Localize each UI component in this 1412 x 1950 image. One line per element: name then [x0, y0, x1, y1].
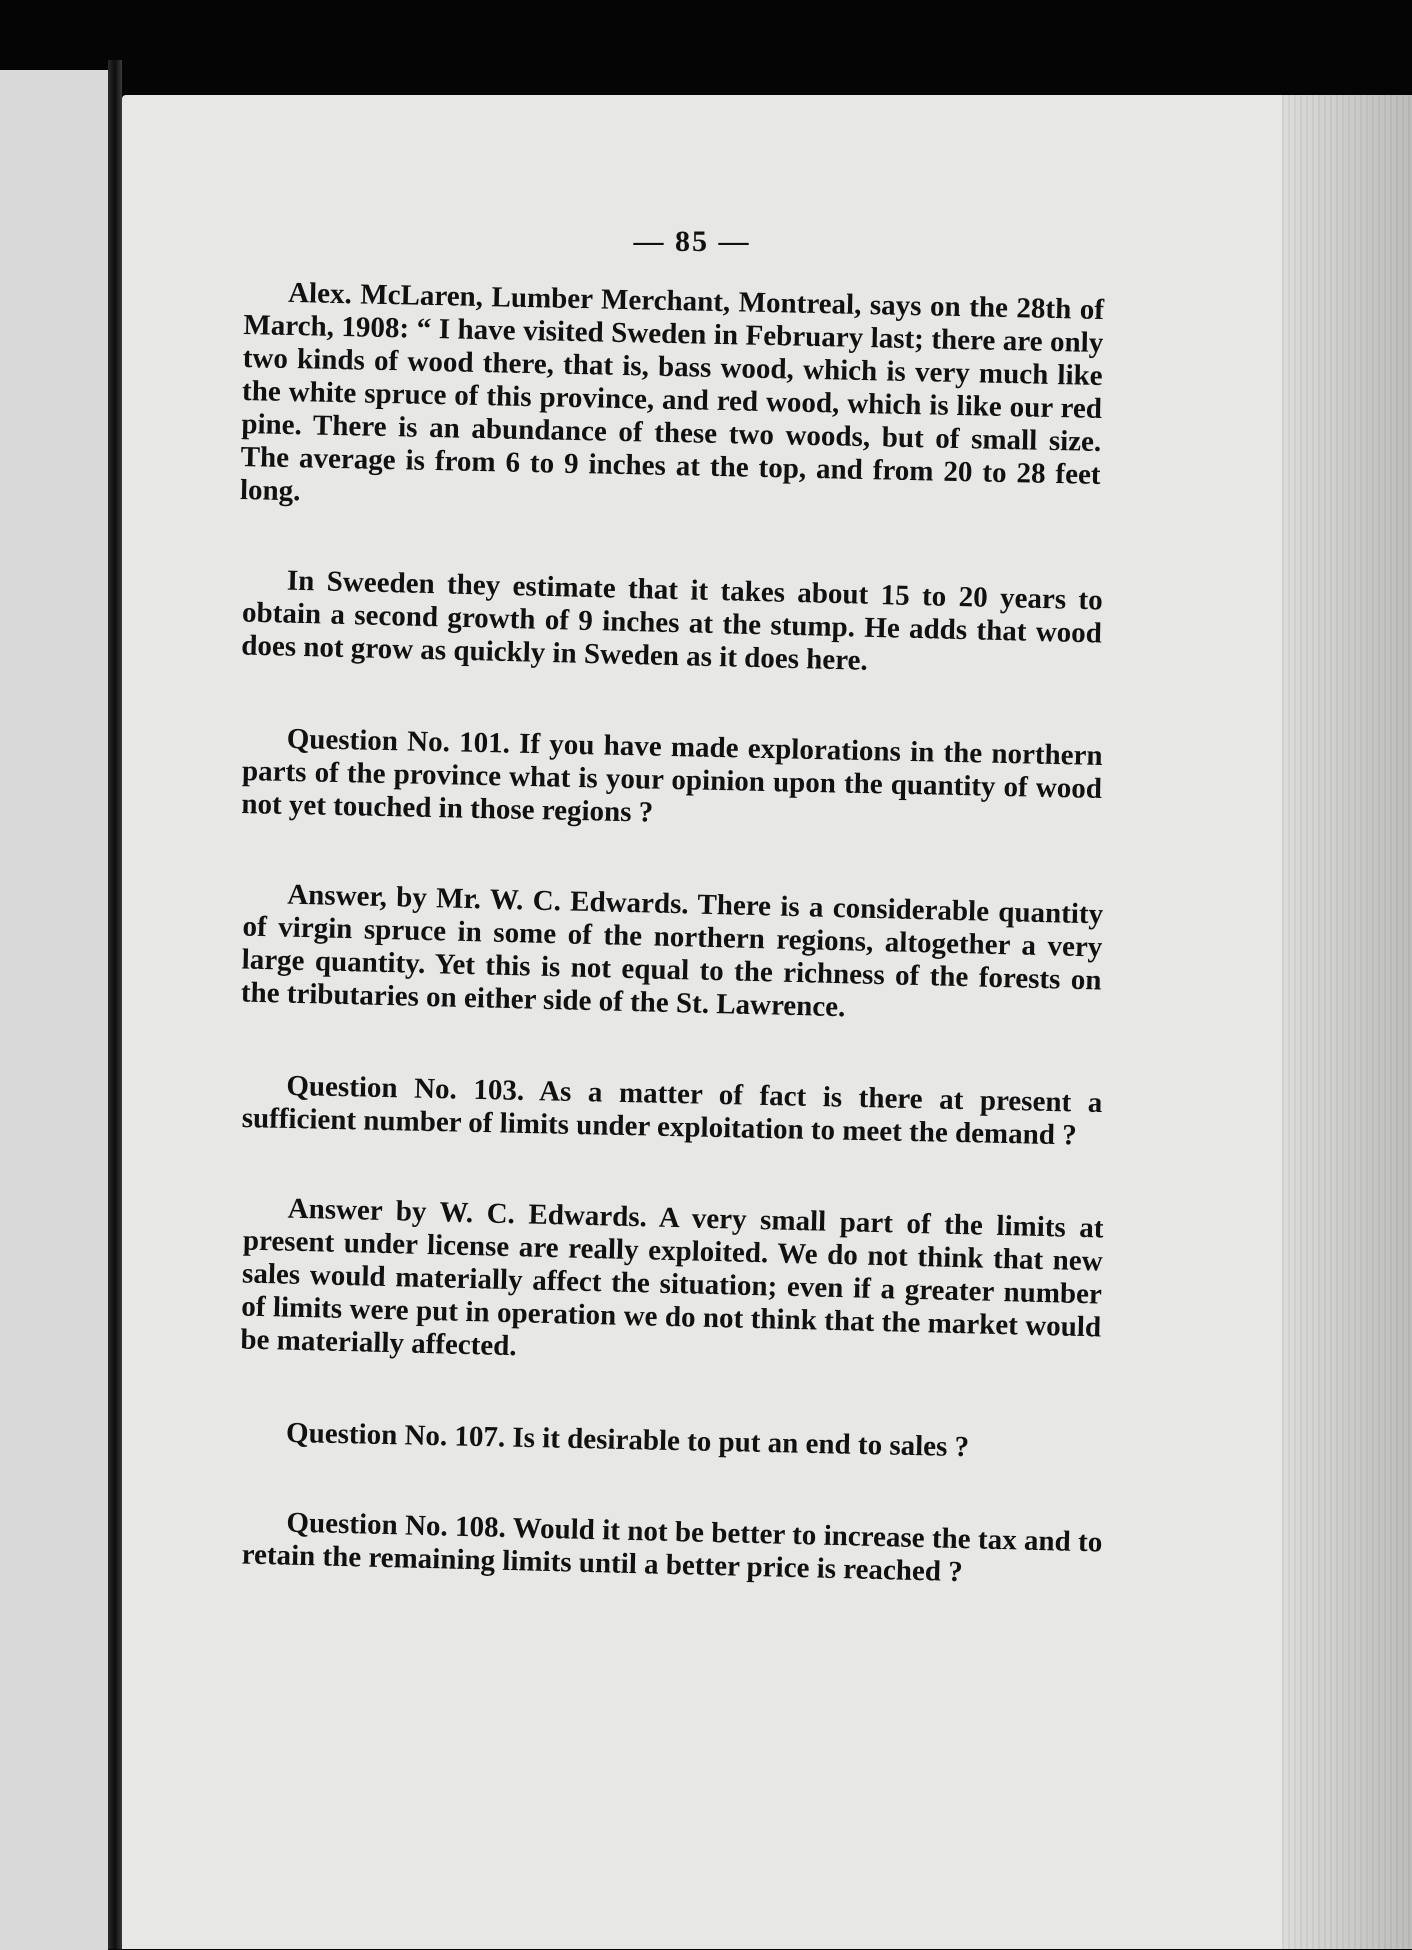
- page-edge-shadow: [1282, 95, 1412, 1949]
- page-number: — 85 —: [633, 225, 751, 258]
- page-content: [239, 225, 1105, 1640]
- facing-page: [0, 70, 108, 1950]
- question-107: Question No. 107. Is it desirable to put an end to sales ?: [285, 1416, 970, 1464]
- question-103: Question No. 103. As a matter of fact is there at present a sufficient number of limits under exploitation to meet the demand ?: [241, 1069, 1103, 1152]
- paragraph-sweden-growth: In Sweeden they estimate that it takes about 15 to 20 years to obtain a second growth of 9 inches at the stump. He adds that wood does not grow as quickly in Sweden as it does here.: [240, 564, 1104, 677]
- question-101: Question No. 101. If you have made explorations in the northern parts of the province what is your opinion upon the quantity of wood not yet touched in those regions ?: [241, 722, 1103, 829]
- paragraph-mclaren-statement: Alex. McLaren, Lumber Merchant, Montreal, says on the 28th of March, 1908: “ I have visited Sweden in February last; there are only two kinds of wood there, that is, bass wood, which is very much like the white spruce of this province, and red wood, which is like our red pine. There is an abundance of these two woods, but of small size. The average is from 6 to 9 inches at the top, and from 20 to 28 feet long.: [239, 276, 1105, 508]
- document-page: [122, 95, 1412, 1949]
- answer-101: Answer, by Mr. W. C. Edwards. There is a considerable quantity of virgin spruce in some of the northern regions, altogether a very large quantity. Yet this is not equal to the richness of the forests on the tributaries on either side of the St. Lawrence.: [240, 878, 1104, 1024]
- book-gutter: [108, 60, 122, 1949]
- question-108: Question No. 108. Would it not be better to increase the tax and to retain the remaining limits until a better price is reached ?: [241, 1506, 1103, 1589]
- answer-103: Answer by W. C. Edwards. A very small part of the limits at present under license are really exploited. We do not think that new sales would materially affect the situation; even if a greater number of limits were put in operation we do not think that the market would be materially affected.: [240, 1192, 1104, 1363]
